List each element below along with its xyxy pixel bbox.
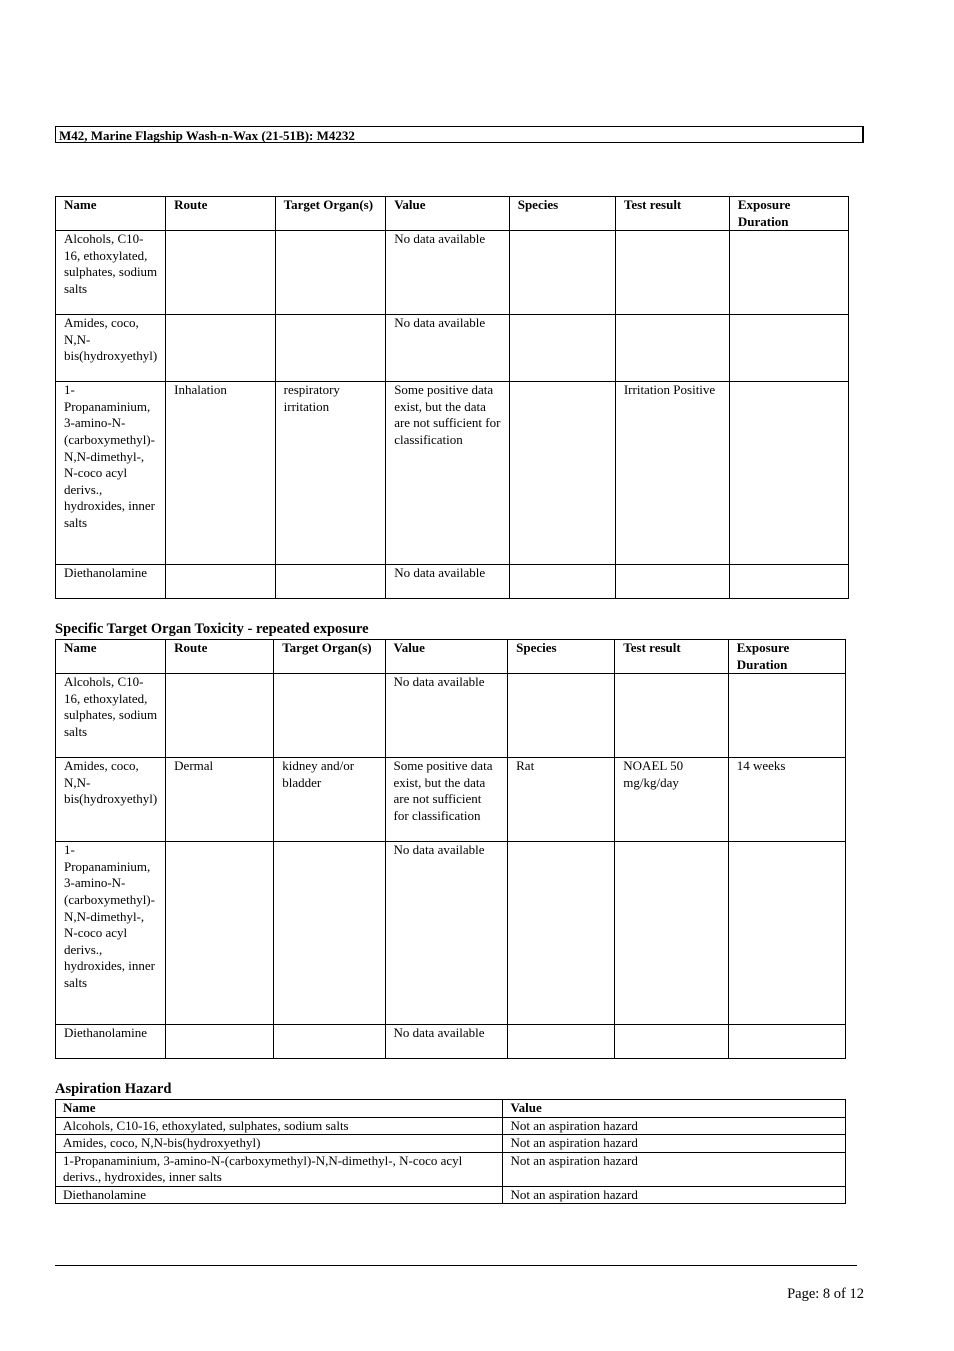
cell-value: No data available xyxy=(385,674,508,758)
cell-value: No data available xyxy=(386,315,510,382)
col-header-route: Route xyxy=(166,640,274,674)
cell-value: No data available xyxy=(385,842,508,1025)
cell-target-organ: kidney and/or bladder xyxy=(274,758,385,842)
col-header-value: Value xyxy=(386,197,510,231)
cell-name: Amides, coco, N,N-bis(hydroxyethyl) xyxy=(56,758,166,842)
cell-target-organ xyxy=(274,842,385,1025)
col-header-value: Value xyxy=(385,640,508,674)
col-header-test-result: Test result xyxy=(615,197,729,231)
cell-species xyxy=(508,674,615,758)
table-row xyxy=(56,674,846,758)
cell-value: No data available xyxy=(386,231,510,315)
cell-test-result xyxy=(615,565,729,599)
cell-value: No data available xyxy=(385,1025,508,1059)
cell-test-result xyxy=(615,231,729,315)
table-header-row xyxy=(56,1100,846,1118)
cell-name: 1-Propanaminium, 3-amino-N-(carboxymethyl)-N,N-dimethyl-, N-coco acyl derivs., hydroxides, inner salts xyxy=(56,382,166,565)
cell-exposure-duration xyxy=(729,382,848,565)
col-header-target-organ: Target Organ(s) xyxy=(274,640,385,674)
cell-exposure-duration: 14 weeks xyxy=(728,758,845,842)
cell-target-organ xyxy=(275,565,386,599)
document-header-title: M42, Marine Flagship Wash-n-Wax (21-51B): M4232 xyxy=(55,126,864,143)
col-header-route: Route xyxy=(166,197,275,231)
table-row xyxy=(56,758,846,842)
cell-exposure-duration xyxy=(728,674,845,758)
col-header-name: Name xyxy=(56,1100,503,1118)
cell-route xyxy=(166,842,274,1025)
cell-name: Alcohols, C10-16, ethoxylated, sulphates, sodium salts xyxy=(56,674,166,758)
cell-exposure-duration xyxy=(729,565,848,599)
cell-value: Some positive data exist, but the data are not sufficient for classification xyxy=(385,758,508,842)
cell-route xyxy=(166,565,275,599)
cell-route: Inhalation xyxy=(166,382,275,565)
cell-exposure-duration xyxy=(729,231,848,315)
cell-value: Not an aspiration hazard xyxy=(503,1186,846,1204)
cell-value: Not an aspiration hazard xyxy=(503,1135,846,1153)
col-header-name: Name xyxy=(56,197,166,231)
table-row xyxy=(56,1135,846,1153)
cell-species xyxy=(509,565,615,599)
single-exposure-table xyxy=(55,196,849,599)
cell-name: Alcohols, C10-16, ethoxylated, sulphates, sodium salts xyxy=(56,1117,503,1135)
table-row xyxy=(56,1025,846,1059)
table-row xyxy=(56,315,849,382)
table-header-row xyxy=(56,197,849,231)
cell-species xyxy=(509,231,615,315)
col-header-species: Species xyxy=(509,197,615,231)
cell-exposure-duration xyxy=(728,842,845,1025)
cell-exposure-duration xyxy=(728,1025,845,1059)
cell-name: Diethanolamine xyxy=(56,1186,503,1204)
cell-name: Diethanolamine xyxy=(56,565,166,599)
col-header-species: Species xyxy=(508,640,615,674)
cell-species xyxy=(508,1025,615,1059)
page-number: Page: 8 of 12 xyxy=(787,1286,864,1302)
cell-route xyxy=(166,315,275,382)
cell-value: Some positive data exist, but the data are not sufficient for classification xyxy=(386,382,510,565)
table-header-row xyxy=(56,640,846,674)
cell-test-result xyxy=(615,674,728,758)
table-row xyxy=(56,231,849,315)
repeated-exposure-title: Specific Target Organ Toxicity - repeated exposure xyxy=(55,621,369,637)
cell-species xyxy=(508,842,615,1025)
cell-test-result xyxy=(615,315,729,382)
cell-route xyxy=(166,674,274,758)
cell-name: 1-Propanaminium, 3-amino-N-(carboxymethyl)-N,N-dimethyl-, N-coco acyl derivs., hydroxides, inner salts xyxy=(56,842,166,1025)
cell-name: Amides, coco, N,N-bis(hydroxyethyl) xyxy=(56,1135,503,1153)
cell-value: Not an aspiration hazard xyxy=(503,1152,846,1186)
cell-test-result: NOAEL 50 mg/kg/day xyxy=(615,758,728,842)
cell-test-result xyxy=(615,842,728,1025)
cell-route xyxy=(166,231,275,315)
col-header-value: Value xyxy=(503,1100,846,1118)
cell-name: Amides, coco, N,N-bis(hydroxyethyl) xyxy=(56,315,166,382)
cell-target-organ xyxy=(274,1025,385,1059)
aspiration-hazard-table xyxy=(55,1099,846,1204)
cell-route xyxy=(166,1025,274,1059)
cell-name: Alcohols, C10-16, ethoxylated, sulphates, sodium salts xyxy=(56,231,166,315)
cell-route: Dermal xyxy=(166,758,274,842)
cell-exposure-duration xyxy=(729,315,848,382)
cell-target-organ xyxy=(275,231,386,315)
col-header-exposure-duration: Exposure Duration xyxy=(728,640,845,674)
aspiration-hazard-title: Aspiration Hazard xyxy=(55,1081,172,1097)
table-row xyxy=(56,1186,846,1204)
cell-species xyxy=(509,315,615,382)
table-row xyxy=(56,1152,846,1186)
table-row xyxy=(56,382,849,565)
cell-test-result xyxy=(615,1025,728,1059)
footer-divider xyxy=(55,1265,857,1266)
table-row xyxy=(56,842,846,1025)
col-header-test-result: Test result xyxy=(615,640,728,674)
table-row xyxy=(56,1117,846,1135)
cell-test-result: Irritation Positive xyxy=(615,382,729,565)
cell-name: 1-Propanaminium, 3-amino-N-(carboxymethyl)-N,N-dimethyl-, N-coco acyl derivs., hydroxides, inner salts xyxy=(56,1152,503,1186)
cell-target-organ xyxy=(274,674,385,758)
cell-species xyxy=(509,382,615,565)
cell-target-organ: respiratory irritation xyxy=(275,382,386,565)
table-row xyxy=(56,565,849,599)
col-header-name: Name xyxy=(56,640,166,674)
cell-value: Not an aspiration hazard xyxy=(503,1117,846,1135)
cell-name: Diethanolamine xyxy=(56,1025,166,1059)
col-header-target-organ: Target Organ(s) xyxy=(275,197,386,231)
cell-value: No data available xyxy=(386,565,510,599)
col-header-exposure-duration: Exposure Duration xyxy=(729,197,848,231)
repeated-exposure-table xyxy=(55,639,846,1059)
cell-target-organ xyxy=(275,315,386,382)
cell-species: Rat xyxy=(508,758,615,842)
